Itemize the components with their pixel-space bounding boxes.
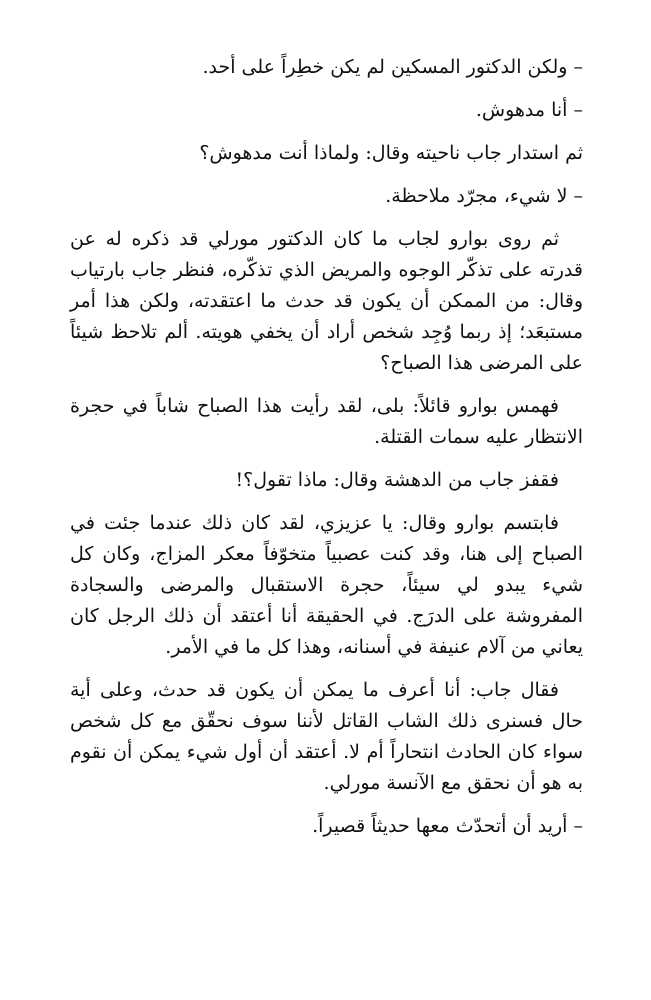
- paragraph: – أريد أن أتحدّث معها حديثاً قصيراً.: [312, 815, 583, 837]
- paragraph: – أنا مدهوش.: [475, 99, 583, 121]
- paragraph: فقفز جاب من الدهشة وقال: ماذا تقول؟!: [235, 469, 559, 491]
- paragraph: فهمس بوارو قائلاً: بلى، لقد رأيت هذا الصباح شاباً في حجرة الانتظار عليه سمات القتلة.: [70, 395, 583, 448]
- paragraph: فقال جاب: أنا أعرف ما يمكن أن يكون قد حدث، وعلى أية حال فسنرى ذلك الشاب القاتل لأننا سوف نحقّق مع كل شخص سواء كان الحادث انتحاراً أم لا. أعتقد أن أول شيء يمكن أن نقوم به هو أن نحقق مع الآنسة مورلي.: [70, 679, 583, 794]
- paragraph: ثم روى بوارو لجاب ما كان الدكتور مورلي قد ذكره له عن قدرته على تذكّر الوجوه والمريض الذي تذكّره، فنظر جاب بارتياب وقال: من الممكن أن يكون قد حدث ما اعتقدته، ولكن هذا أمر مستبعَد؛ إذ ربما وُجِد شخص أراد أن يخفي هويته. ألم تلاحظ شيئاً على المرضى هذا الصباح؟: [70, 228, 583, 374]
- paragraph: ثم استدار جاب ناحيته وقال: ولماذا أنت مدهوش؟: [199, 142, 583, 164]
- paragraph: – ولكن الدكتور المسكين لم يكن خطِراً على أحد.: [202, 56, 583, 78]
- paragraph: – لا شيء، مجرّد ملاحظة.: [385, 185, 583, 207]
- paragraph: فابتسم بوارو وقال: يا عزيزي، لقد كان ذلك عندما جئت في الصباح إلى هنا، وقد كنت عصبياً متخوّفاً معكر المزاج، وكان كل شيء يبدو لي سيئاً، حجرة الاستقبال والمرضى والسجادة المفروشة على الدرَج. في الحقيقة أنا أعتقد أن ذلك الرجل كان يعاني من آلام عنيفة في أسنانه، وهذا كل ما في الأمر.: [70, 512, 583, 658]
